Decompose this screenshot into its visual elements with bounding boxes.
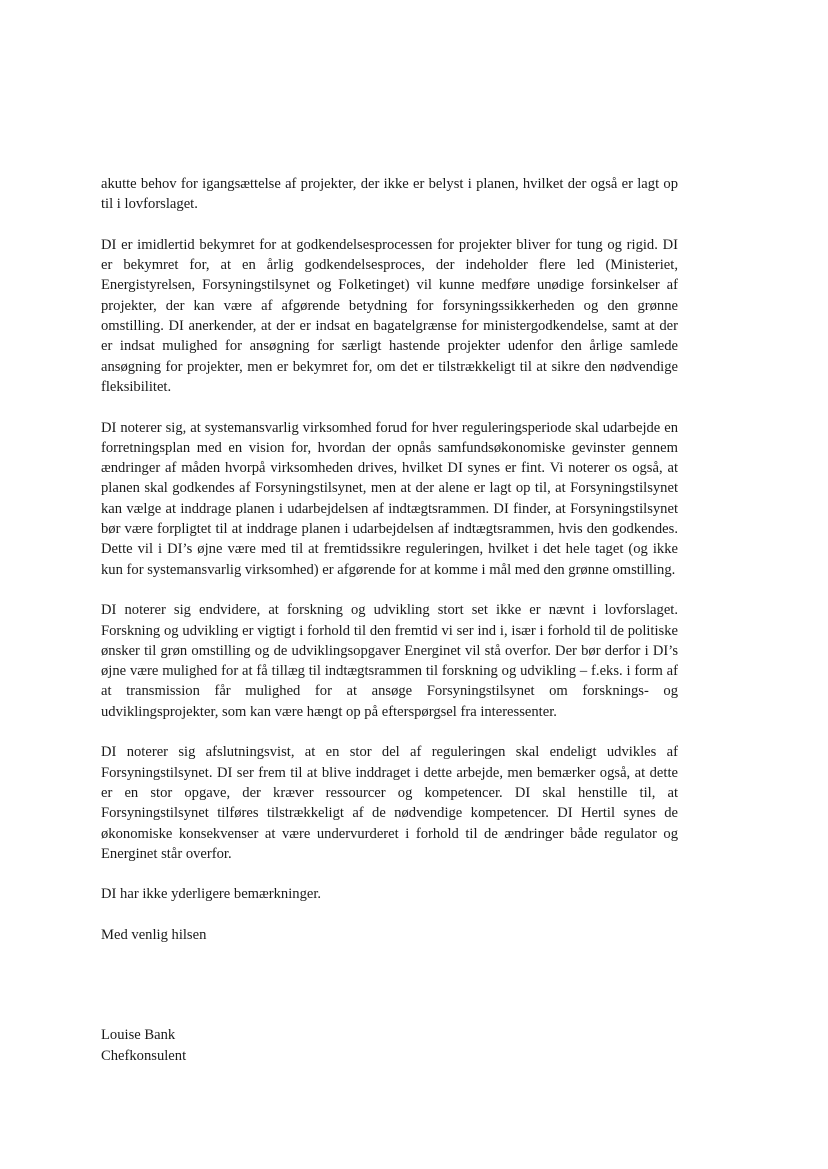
letter-body [101, 174, 678, 1066]
final-remark: DI har ikke yderligere bemærkninger. [101, 886, 322, 903]
closing-salutation: Med venlig hilsen [101, 926, 207, 943]
signature-space [101, 993, 678, 1025]
signatory-name: Louise Bank [101, 1027, 176, 1044]
signatory-title: Chefkonsulent [101, 1047, 187, 1064]
paragraph-business-plan: DI noterer sig, at systemansvarlig virksomhed forud for hver reguleringsperiode skal udarbejde en forretningsplan med en vision for, hvordan der opnås samfundsøkonomiske gevinster gennem ændringer af måden hvorpå virksomheden drives, hvilket DI synes er fint. Vi noterer os også, at planen skal godkendes af Forsyningstilsynet, men at der alene er lagt op til, at Forsyningstilsynet kan vælge at inddrage planen i udarbejdelsen af indtægtsrammen. DI finder, at Forsyningstilsynet bør være forpligtet til at inddrage planen i udarbejdelsen af indtægtsrammen, hvis den godkendes. Dette vil i DI’s øjne være med til at fremtidssikre reguleringen, hvilket i det hele taget (og ikke kun for systemansvarlig virksomhed) er afgørende for at komme i mål med den grønne omstilling. [101, 419, 678, 578]
paragraph-research-development: DI noterer sig endvidere, at forskning og udvikling stort set ikke er nævnt i lovforslaget. Forskning og udvikling er vigtigt i forhold til den fremtid vi ser ind i, især i forhold til de politiske ønsker til grøn omstilling og de udviklingsopgaver Energinet vil stå overfor. Der bør derfor i DI’s øjne være mulighed for at få tillæg til indtægtsrammen til forskning og udvikling – f.eks. i form af at transmission får mulighed for at ansøge Forsyningstilsynet om forsknings- og udviklingsprojekter, som kan være hængt op på efterspørgsel fra interessenter. [101, 602, 678, 720]
paragraph-regulation-development: DI noterer sig afslutningsvist, at en stor del af reguleringen skal endeligt udvikles af Forsyningstilsynet. DI ser frem til at blive inddraget i dette arbejde, men bemærker også, at dette er en stor opgave, der kræver ressourcer og kompetencer. DI skal henstille til, at Forsyningstilsynet tilføres tilstrækkeligt af de nødvendige kompetencer. DI Hertil synes de økonomiske konsekvenser at være undervurderet i forhold til de ændringer både regulator og Energinet står overfor. [101, 744, 678, 862]
paragraph-continuation: akutte behov for igangsættelse af projekter, der ikke er belyst i planen, hvilket der også er lagt op til i lovforslaget. [101, 176, 678, 213]
paragraph-approval-process: DI er imidlertid bekymret for at godkendelsesprocessen for projekter bliver for tung og rigid. DI er bekymret for, at en årlig godkendelsesproces, der indeholder flere led (Ministeriet, Energistyrelsen, Forsyningstilsynet og Folketinget) vil kunne medføre unødige forsinkelser af projekter, der kan være af afgørende betydning for forsyningssikkerheden og den grønne omstilling. DI anerkender, at der er indsat en bagatelgrænse for ministergodkendelse, samt at der er indsat mulighed for ansøgning for særligt hastende projekter udenfor den årlige samlede ansøgning for projekter, men er bekymret for, om det er tilstrækkeligt til at sikre den nødvendige fleksibilitet. [101, 236, 678, 395]
